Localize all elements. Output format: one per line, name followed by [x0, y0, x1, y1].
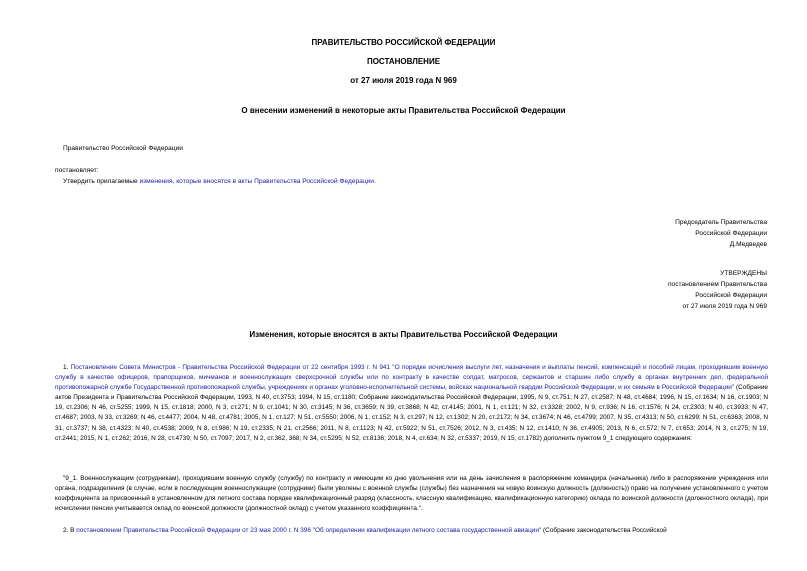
decree-941-link[interactable]: Постановление Совета Министров - Правительства Российской Федерации от 22 сентября 1993 г. N 941 "О порядке исчисления выслуги лет, назначения и выплаты пенсий, компенсаций и пособий лицам, проходившим военную службу в качестве офицеров, прапорщиков, мичманов и военнослужащих сверхсрочной службы или по контракту в качестве солдат, матросов, сержантов и старшин либо службу в органах внутренних дел, федеральной противопожарной службе Государственной противопожарной службы, учреждениях и органах уголовно-исполнительной системы, войсках национальной гвардии Российской Федерации, и их семьям в Российской Федерации"	[55, 364, 768, 392]
document-type: ПОСТАНОВЛЕНИЕ	[366, 57, 441, 66]
paragraph-2-text: (Собрание законодательства Российской	[541, 527, 667, 534]
government-heading: ПРАВИТЕЛЬСТВО РОССИЙСКОЙ ФЕДЕРАЦИИ	[311, 38, 496, 47]
approve-item-suffix: .	[373, 178, 376, 185]
approval-by: постановлением Правительства	[667, 281, 767, 288]
paragraph-2-number: 2. В	[63, 527, 77, 534]
approve-item-prefix: Утвердить прилагаемые	[63, 178, 140, 185]
approve-item	[63, 177, 376, 187]
document-title: О внесении изменений в некоторые акты Правительства Российской Федерации	[241, 106, 566, 115]
signature-name: Д.Медведев	[729, 241, 767, 248]
signature-position: Председатель Правительства	[675, 219, 767, 226]
quoted-amendment: "9_1. Военнослужащим (сотрудникам), проходившим военную службу (службу) по контракту и имеющим ко дню увольнения или на день зачисления в распоряжение командира (начальника) либо в распоряжение учреждения или органа, подразделения (в случае, если в последующем военнослужащие (сотрудники) были уволены с военной службы (службы) без назначения на новую воинскую должность (должность)) право на получение установленного с учетом коэффициента за присвоенный в установленном для летного состава порядке квалификационный разряд (классность, классную квалификацию, квалификационную категорию) оклада по воинской должности (должностного оклада), при исчислении пенсии учитывается оклад по воинской должности (должностной оклад) с учетом указанного коэффициента.".	[55, 475, 768, 513]
changes-title: Изменения, которые вносятся в акты Правительства Российской Федерации	[249, 330, 558, 339]
approval-country: Российской Федерации	[695, 292, 767, 299]
signature-country: Российской Федерации	[695, 230, 767, 237]
changes-link[interactable]: изменения, которые вносятся в акты Правительства Российской Федерации	[139, 178, 374, 185]
issuer-line: Правительство Российской Федерации	[63, 145, 183, 152]
document-date-number: от 27 июля 2019 года N 969	[350, 76, 457, 85]
paragraph-2	[55, 526, 768, 536]
paragraph-1-number: 1.	[63, 364, 71, 371]
paragraph-1	[55, 363, 768, 444]
approval-date: от 27 июля 2019 года N 969	[682, 303, 767, 310]
decides-line: постановляет:	[55, 167, 99, 174]
approval-heading: УТВЕРЖДЕНЫ	[720, 270, 767, 277]
paragraph-1-text: (Собрание актов Президента и Правительства Российской Федерации, 1993, N 40, ст.3753; 1994, N 15, ст.1180; Собрание законодательства Российской Федерации, 1995, N 9, ст.751; N 27, ст.2587; N 48, ст.4684; 1996, N 15, ст.1634; N 16, ст.1903; N 19, ст.2306; N 46, ст.5255; 1999, N 15, ст.1818; 2000, N 3, ст.271; N 9, ст.1041; N 30, ст.3145; N 36, ст.3659; N 39, ст.3868; N 42, ст.4145; 2001, N 1, ст.121; N 32, ст.3328; 2002, N 9, ст.936; N 16, ст.1576; N 24, ст.2303; N 40, ст.3933; N 47, ст.4687; 2003, N 33, ст.3269; N 46, ст.4477; 2004, N 48, ст.4781; 2005, N 1, ст.127; N 51, ст.5550; 2006, N 1, ст.152; N 3, ст.297; N 12, ст.1302; N 20, ст.2172; N 34, ст.3674; N 46, ст.4799; 2007, N 35, ст.4313; N 50, ст.6299; N 51, ст.6363; 2008, N 31, ст.3737; N 38, ст.4323; N 40, ст.4538; 2009, N 8, ст.986; N 19, ст.2335; N 21, ст.2566; 2011, N 8, ст.1123; N 42, ст.5922; N 51, ст.7526; 2012, N 3, ст.435; N 12, ст.1410; N 36, ст.4905; 2013, N 6, ст.572; N 7, ст.653; 2014, N 3, ст.275; N 19, ст.2441; 2015, N 1, ст.262; 2016, N 28, ст.4739; N 50, ст.7097; 2017, N 2, ст.362, 368; N 34, ст.5295; N 52, ст.8136; 2018, N 4, ст.634; N 32, ст.5337; 2019, N 15, ст.1782) дополнить пунктом 9_1 следующего содержания:	[55, 384, 768, 442]
decree-396-link[interactable]: постановлении Правительства Российской Федерации от 23 мая 2000 г. N 396 "Об определении квалификации летного состава государственной авиации"	[76, 527, 542, 534]
